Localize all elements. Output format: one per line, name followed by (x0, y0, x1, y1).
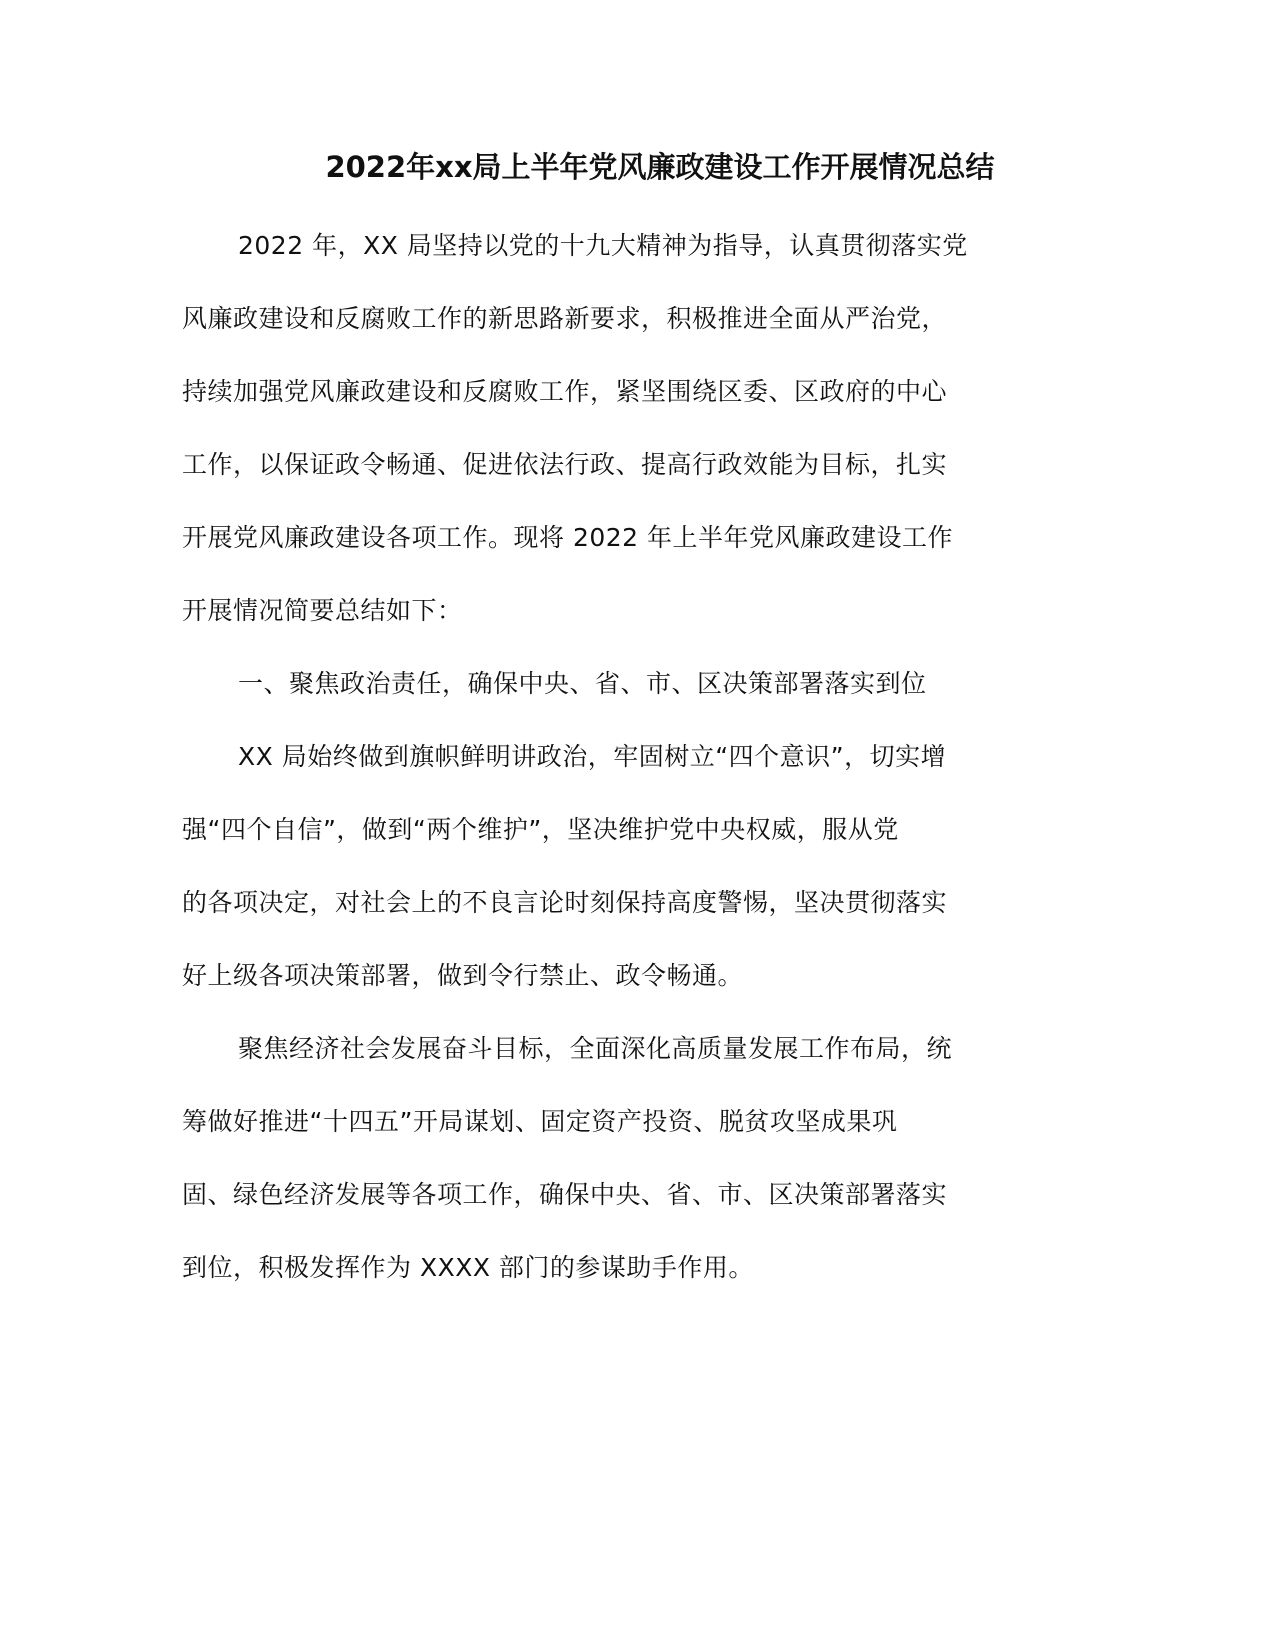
paragraph-1-line-5: 开展党风廉政建设各项工作。现将 2022 年上半年党风廉政建设工作 (182, 523, 954, 552)
paragraph-2-line-1: XX 局始终做到旗帜鲜明讲政治，牢固树立“四个意识”，切实增 (238, 742, 947, 771)
paragraph-3-line-3: 固、绿色经济发展等各项工作，确保中央、省、市、区决策部署落实 (182, 1180, 948, 1209)
paragraph-1-line-2: 风廉政建设和反腐败工作的新思路新要求，积极推进全面从严治党， (182, 304, 948, 333)
paragraph-3-line-4: 到位，积极发挥作为 XXXX 部门的参谋助手作用。 (182, 1253, 754, 1282)
document-title: 2022年xx局上半年党风廉政建设工作开展情况总结 (325, 150, 995, 184)
section-heading-1: 一、聚焦政治责任，确保中央、省、市、区决策部署落实到位 (238, 669, 927, 698)
paragraph-1-line-4: 工作，以保证政令畅通、促进依法行政、提高行政效能为目标，扎实 (182, 450, 948, 479)
paragraph-2-line-3: 的各项决定，对社会上的不良言论时刻保持高度警惕，坚决贯彻落实 (182, 888, 948, 917)
paragraph-1-line-6: 开展情况简要总结如下： (182, 596, 463, 625)
paragraph-1-line-1: 2022 年，XX 局坚持以党的十九大精神为指导，认真贯彻落实党 (238, 231, 968, 260)
paragraph-3-line-2: 筹做好推进“十四五”开局谋划、固定资产投资、脱贫攻坚成果巩 (182, 1107, 898, 1136)
paragraph-2-line-4: 好上级各项决策部署，做到令行禁止、政令畅通。 (182, 961, 744, 990)
paragraph-3-line-1: 聚焦经济社会发展奋斗目标，全面深化高质量发展工作布局，统 (238, 1034, 953, 1063)
paragraph-1-line-3: 持续加强党风廉政建设和反腐败工作，紧坚围绕区委、区政府的中心 (182, 377, 948, 406)
paragraph-2-line-2: 强“四个自信”，做到“两个维护”，坚决维护党中央权威，服从党 (182, 815, 899, 844)
